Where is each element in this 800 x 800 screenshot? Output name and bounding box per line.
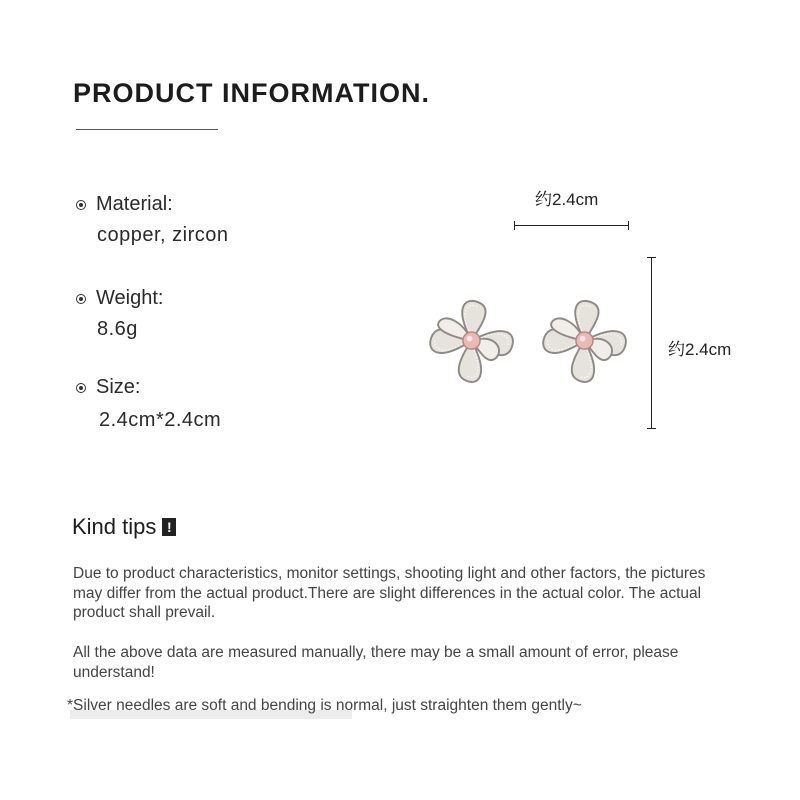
kind-tips-title: Kind tips bbox=[72, 514, 157, 539]
width-dimension-label: 约2.4cm bbox=[535, 190, 599, 209]
spec-label: Size: bbox=[96, 376, 141, 398]
spec-value: 2.4cm*2.4cm bbox=[99, 409, 222, 431]
bullet-icon bbox=[76, 383, 86, 393]
needle-note: *Silver needles are soft and bending is normal, just straighten them gently~ bbox=[67, 697, 582, 714]
spec-size bbox=[76, 376, 221, 432]
spec-material bbox=[76, 193, 229, 247]
width-dimension-line bbox=[514, 225, 629, 226]
exclamation-icon: ! bbox=[162, 518, 176, 536]
bullet-icon bbox=[76, 200, 86, 210]
flower-earring-icon bbox=[424, 295, 519, 390]
disclaimer-paragraph: Due to product characteristics, monitor settings, shooting light and other factors, the pictures may differ from the actual product.There are slight differences in the actual color. The actual product shall prevail. bbox=[73, 565, 706, 621]
spec-weight bbox=[76, 287, 163, 341]
height-dimension-label: 约2.4cm bbox=[668, 340, 732, 359]
page-title: PRODUCT INFORMATION. bbox=[73, 78, 430, 108]
title-divider bbox=[76, 129, 218, 130]
flower-earring-icon bbox=[537, 295, 632, 390]
spec-value: copper, zircon bbox=[97, 224, 229, 246]
spec-label: Weight: bbox=[96, 287, 164, 309]
bullet-icon bbox=[76, 294, 86, 304]
kind-tips-heading bbox=[72, 514, 176, 540]
spec-label: Material: bbox=[96, 193, 173, 215]
height-dimension-line bbox=[651, 257, 652, 429]
spec-value: 8.6g bbox=[97, 318, 138, 340]
measurement-paragraph: All the above data are measured manually, there may be a small amount of error, please understand! bbox=[73, 644, 679, 681]
